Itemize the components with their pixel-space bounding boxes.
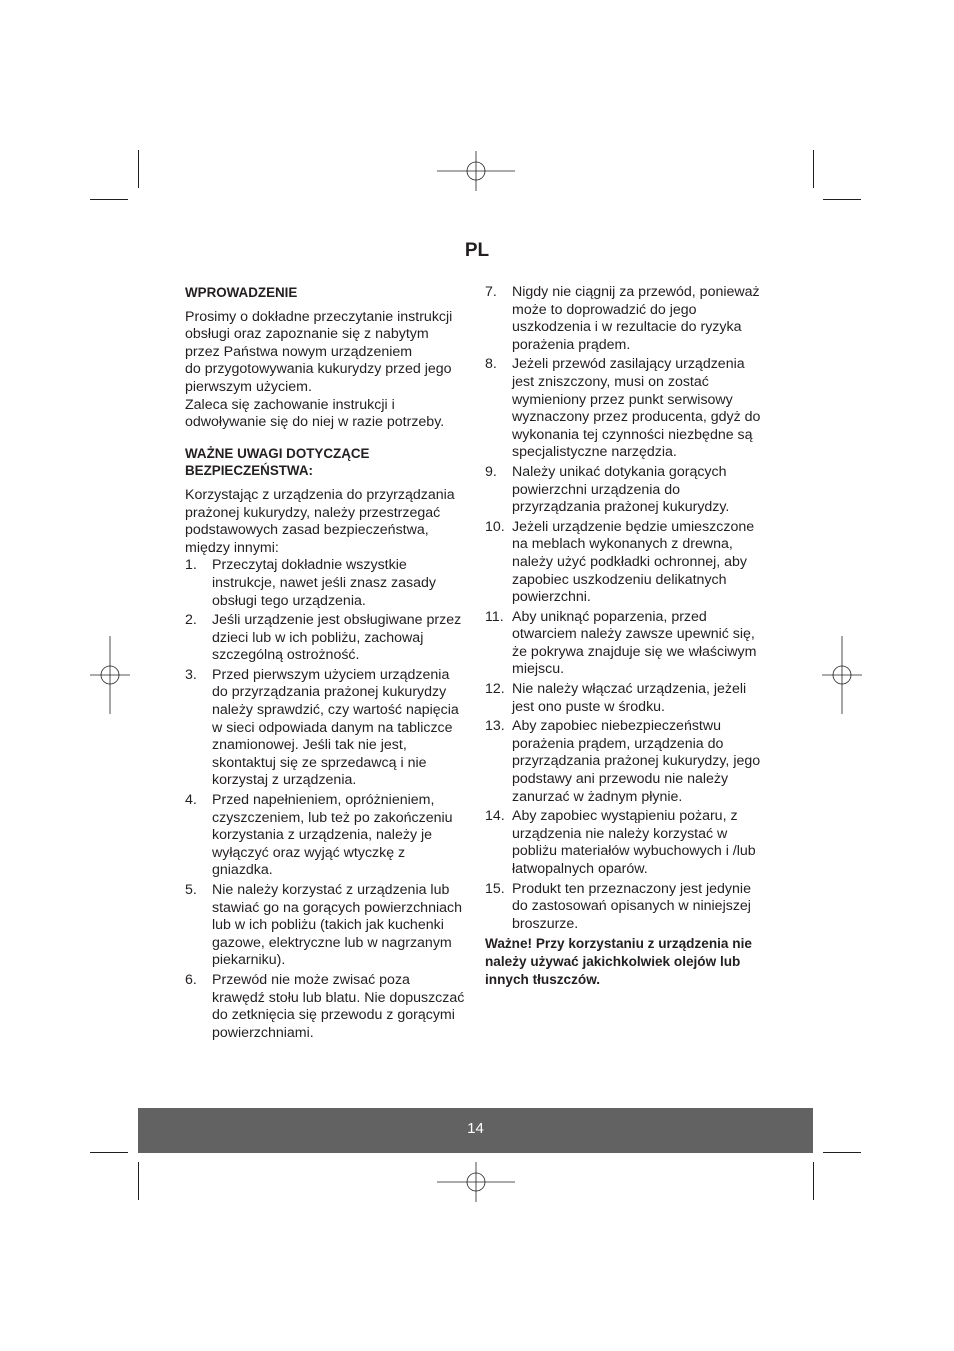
list-item-number: 13. [485,718,505,735]
text-line: szczególną ostrożność. [212,647,360,664]
text-line: Aby zapobiec niebezpieczeństwu [512,718,722,735]
registration-mark-icon [822,636,862,714]
list-item-text [512,356,770,462]
text-line: dzieci lub w ich pobliżu, zachowaj [212,629,424,646]
list-item-text [512,519,770,607]
list-item-text [512,718,770,806]
language-code: PL [464,240,490,261]
text-line: między innymi: [185,539,279,556]
crop-mark [823,1152,861,1153]
list-item-number: 11. [485,608,504,625]
list-item-number: 8. [485,356,497,373]
text-line: podstawowych zasad bezpieczeństwa, [185,522,429,539]
crop-mark [813,150,814,188]
text-line: powierzchni urządzenia do [512,481,680,498]
safety-list-right [485,284,770,933]
crop-mark [823,199,861,200]
text-line: miejscu. [512,661,565,678]
text-line: lub w ich pobliżu (takich jak kuchenki [212,917,444,934]
registration-mark-icon [437,151,515,191]
list-item [185,612,470,665]
text-line: Aby zapobiec wystąpieniu pożaru, z [512,808,738,825]
safety-intro [185,487,470,557]
text-line: przyrządzania prażonej kukurydzy. [512,499,730,516]
text-line: że pokrywa znajduje się we właściwym [512,643,757,660]
text-line: czyszczeniem, lub też po zakończeniu [212,809,453,826]
text-line: wyznaczony przez producenta, gdyż do [512,409,761,426]
text-line: przez Państwa nowym urządzeniem [185,343,413,360]
text-line: jest ono puste w środku. [512,698,665,715]
list-item [185,667,470,790]
list-item [185,557,470,610]
crop-mark [90,199,128,200]
text-line: jest zniszczony, musi on zostać [512,373,709,390]
list-item-number: 2. [185,612,197,629]
text-line: łatwopalnych oparów. [512,861,648,877]
text-line: Jeśli urządzenie jest obsługiwane przez [212,612,462,629]
text-line: Nigdy nie ciągnij za przewód, ponieważ [512,284,760,300]
list-item-text [212,667,470,790]
warning-note [485,935,770,988]
text-line: może to doprowadzić do jego [512,301,697,318]
text-line: piekarniku). [212,952,286,969]
list-item-number: 5. [185,882,197,898]
registration-mark-icon [437,1162,515,1202]
list-item-text [512,609,770,679]
text-line: uszkodzenia i w rezultacie do ryzyka [512,319,742,336]
page-number: 14 [467,1120,484,1137]
text-line: Należy unikać dotykania gorących [512,463,727,480]
list-item-text [512,881,770,934]
list-item [485,681,770,716]
text-line: gniazdka. [212,862,273,879]
list-item [485,519,770,607]
registration-mark-icon [90,636,130,714]
text-line: znamionowej. Jeśli tak nie jest, [212,737,407,754]
list-item-number: 1. [185,557,197,574]
list-item-text [212,972,470,1042]
crop-mark [138,150,139,188]
list-item-number: 7. [485,284,497,300]
text-line: gazowe, elektryczne lub w nagrzanym [212,934,452,951]
text-line: korzystania z urządzenia, należy je [212,827,433,844]
text-line: broszurze. [512,915,579,932]
list-item-number: 14. [485,808,505,825]
list-item [485,464,770,517]
list-item-number: 6. [185,971,197,988]
left-column [185,284,470,1044]
text-line: powierzchni. [512,589,591,606]
intro-paragraph [185,309,470,432]
list-item-number: 9. [485,463,497,480]
text-line: odwoływanie się do niej w razie potrzeby. [185,414,445,431]
text-line: należy używać jakichkolwiek olejów lub [485,953,741,969]
text-line: Przed pierwszym użyciem urządzenia [212,666,450,683]
text-line: wyłączyć oraz wyjąć wtyczkę z [212,844,406,861]
crop-mark [813,1162,814,1200]
text-line: Przewód nie może zwisać poza [212,971,410,988]
text-line: do przyrządzania prażonej kukurydzy [212,684,447,701]
list-item [185,972,470,1042]
text-line: Jeżeli urządzenie będzie umieszczone [512,518,755,535]
text-line: w sieci odpowiada danym na tabliczce [212,719,453,736]
list-item [485,881,770,934]
list-item-text [212,557,470,610]
list-item-number: 12. [485,681,505,698]
text-line: Produkt ten przeznaczony jest jedynie [512,880,751,897]
text-line: urządzenia nie należy korzystać w [512,825,728,842]
text-line: Przed napełnieniem, opróżnieniem, [212,792,435,809]
text-line: obsługi tego urządzenia. [212,592,366,609]
list-item [485,808,770,878]
list-item-text [212,612,470,665]
text-line: otwarciem należy zawsze upewnić się, [512,626,755,643]
text-line: do zetknięcia się przewodu z gorącymi [212,1007,455,1024]
footer-bar [138,1108,813,1153]
text-line: porażenia prądem, urządzenia do [512,735,724,752]
list-item-text [212,882,470,970]
text-line: Zaleca się zachowanie instrukcji i [185,396,395,413]
text-line: innych tłuszczów. [485,971,601,987]
text-line: obsługi oraz zapoznanie się z nabytym [185,326,429,343]
intro-heading: WPROWADZENIE [185,285,298,300]
list-item [485,356,770,462]
text-line: skontaktuj się ze sprzedawcą i nie [212,754,427,771]
text-line: WAŻNE UWAGI DOTYCZĄCE [185,445,370,461]
text-line: przyrządzania prażonej kukurydzy, jego [512,753,761,770]
text-line: pierwszym użyciem. [185,378,312,395]
list-item-text [512,681,770,716]
crop-mark [90,1152,128,1153]
text-line: prażonej kukurydzy, należy przestrzegać [185,504,441,521]
list-item [485,284,770,354]
text-line: Aby uniknąć poparzenia, przed [512,608,707,625]
text-line: na meblach wykonanych z drewna, [512,536,733,553]
text-line: powierzchniami. [212,1024,314,1041]
text-line: BEZPIECZEŃSTWA: [185,463,313,479]
text-line: specjalistyczne narzędzia. [512,444,677,461]
list-item-number: 10. [485,518,505,535]
list-item [185,792,470,880]
text-line: Korzystając z urządzenia do przyrządzania [185,486,455,503]
text-line: Prosimy o dokładne przeczytanie instrukcji [185,308,453,325]
list-item [485,718,770,806]
list-item-number: 3. [185,666,197,683]
text-line: do zastosowań opisanych w niniejszej [512,898,751,915]
list-item [485,609,770,679]
text-line: zapobiec uszkodzeniu delikatnych [512,571,727,588]
text-line: pobliżu materiałów wybuchowych i /lub [512,843,756,860]
text-line: należy użyć podkładki ochronnej, aby [512,553,748,570]
text-line: instrukcje, nawet jeśli znasz zasady [212,574,436,591]
text-line: Nie należy korzystać z urządzenia lub [212,882,450,898]
safety-heading [185,445,470,480]
text-line: zanurzać w żadnym płynie. [512,788,683,805]
list-item-text [512,808,770,878]
right-column [485,284,770,988]
text-line: stawiać go na gorących powierzchniach [212,899,462,916]
text-line: do przygotowywania kukurydzy przed jego [185,361,452,378]
list-item-text [512,464,770,517]
list-item-number: 4. [185,792,197,809]
list-item-number: 15. [485,880,505,897]
text-line: Nie należy włączać urządzenia, jeżeli [512,681,747,698]
list-item-text [512,284,770,354]
text-line: wykonania tej czynności niezbędne są [512,426,753,443]
text-line: wymieniony przez punkt serwisowy [512,391,733,408]
text-line: należy sprawdzić, czy wartość napięcia [212,702,459,719]
text-line: podstawy ani przewodu nie należy [512,771,729,788]
text-line: korzystaj z urządzenia. [212,772,357,789]
list-item [185,882,470,970]
text-line: porażenia prądem. [512,336,631,353]
text-line: krawędź stołu lub blatu. Nie dopuszczać [212,989,465,1006]
safety-list-left [185,557,470,1042]
text-line: Ważne! Przy korzystaniu z urządzenia nie [485,936,752,952]
text-line: Jeżeli przewód zasilający urządzenia [512,356,745,373]
list-item-text [212,792,470,880]
crop-mark [138,1162,139,1200]
text-line: Przeczytaj dokładnie wszystkie [212,557,407,574]
